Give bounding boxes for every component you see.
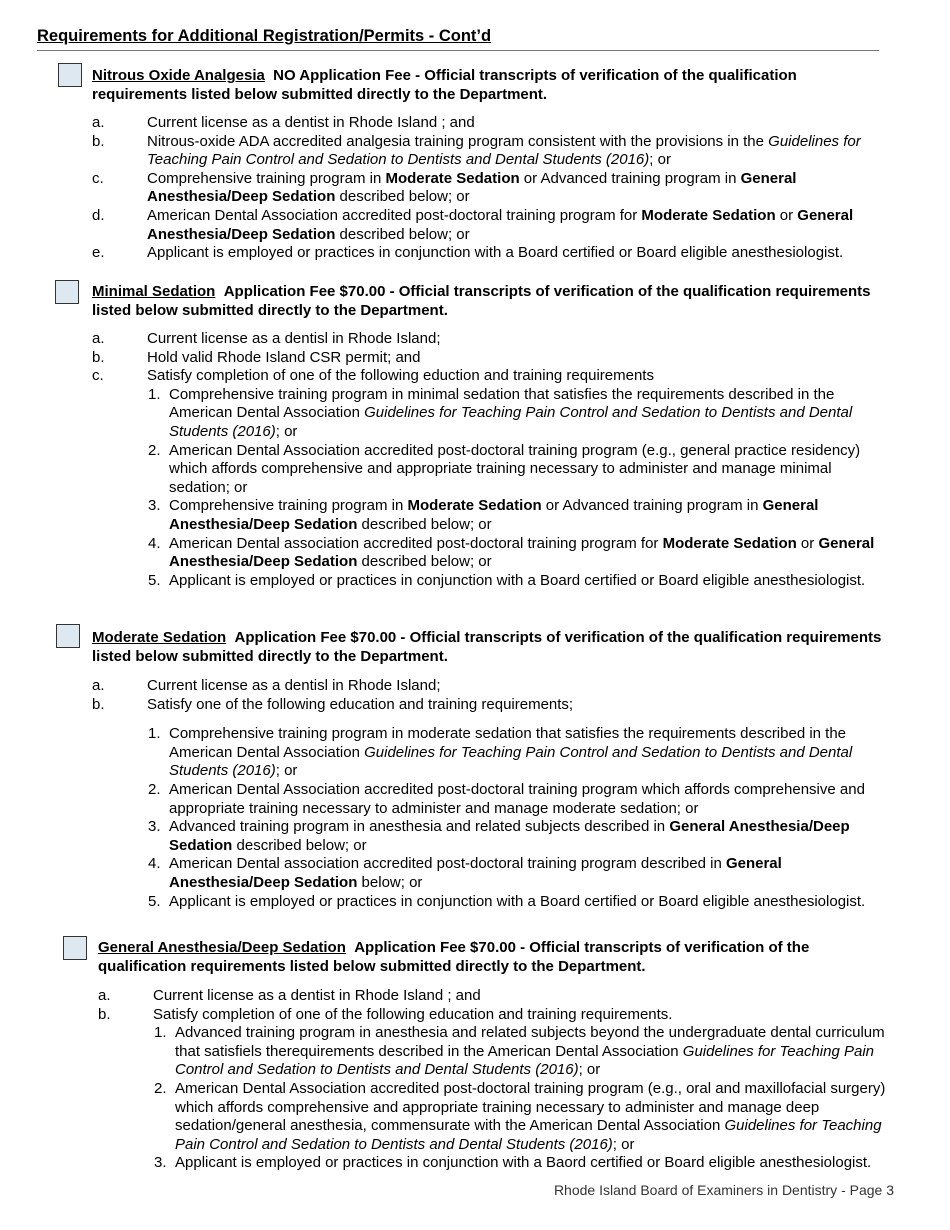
text-run: Applicant is employed or practices in conjunction with a Baord certified or Board eligible anesthesiologist. xyxy=(175,1154,872,1172)
text-run: Current license as a dentisl in Rhode Island; xyxy=(147,677,441,694)
sub-requirement-item xyxy=(148,781,882,818)
text-run: Current license as a dentist in Rhode Island ; and xyxy=(147,114,475,131)
sub-item-text xyxy=(148,535,882,572)
item-label: b. xyxy=(92,132,105,150)
sub-requirement-item xyxy=(148,725,882,781)
text-run: below; or xyxy=(357,873,423,891)
sub-item-number: 3. xyxy=(148,497,161,515)
text-run: described below; or xyxy=(335,225,470,243)
text-run: Applicant is employed or practices in conjunction with a Board certified or Board eligible anesthesiologist. xyxy=(169,892,866,910)
sub-item-number: 2. xyxy=(148,780,161,798)
item-text xyxy=(147,133,882,170)
text-run: Current license as a dentisl in Rhode Island; xyxy=(147,330,441,347)
sub-requirement-item xyxy=(148,535,882,572)
sub-requirement-item xyxy=(148,386,882,442)
section-name: Moderate Sedation xyxy=(92,629,227,646)
sub-item-number: 5. xyxy=(148,892,161,910)
text-run: Satisfy one of the following education and training requirements; xyxy=(147,695,574,713)
item-text xyxy=(147,170,882,207)
sub-item-text xyxy=(154,1080,888,1154)
italic-text: Guidelines for Teaching Pain Control and Sedation to Dentists and Dental Students (2016) xyxy=(147,132,861,169)
sub-item-number: 5. xyxy=(148,571,161,589)
sub-item-number: 1. xyxy=(154,1024,167,1042)
item-text xyxy=(147,114,882,133)
item-label: a. xyxy=(92,114,105,131)
text-run: American Dental Association accredited post-doctoral training program (e.g., oral and maxillofacial surgery) which affords comprehensive and appropriate training necessary to administer and manage deep sedation/general anesthesia, commensurate with the American Dental Association xyxy=(175,1079,886,1135)
minimal-sedation-checkbox[interactable] xyxy=(55,280,79,304)
bold-text: General Anesthesia/Deep Sedation xyxy=(169,855,782,891)
text-run: ; or xyxy=(649,151,671,169)
moderate-sedation-requirements xyxy=(92,677,882,911)
nitrous-oxide-requirements xyxy=(92,114,882,263)
sub-item-number: 3. xyxy=(154,1154,167,1172)
text-run: or xyxy=(775,206,798,224)
requirement-item xyxy=(92,367,882,386)
sub-requirement-item xyxy=(154,1154,888,1173)
section-fee-text: Application Fee $70.00 - Official transcripts of verification of the qualification requirements listed below submitted directly to the Department. xyxy=(92,283,871,319)
minimal-sedation-heading xyxy=(92,282,907,320)
requirement-item xyxy=(92,677,882,696)
item-text xyxy=(147,207,882,244)
minimal-sedation-requirements xyxy=(92,330,882,590)
text-run: Comprehensive training program in xyxy=(169,497,408,515)
section-fee-text: Application Fee $70.00 - Official transcripts of verification of the qualification requirements listed below submitted directly to the Department. xyxy=(92,629,882,665)
section-name: Minimal Sedation xyxy=(92,283,216,300)
text-run: Advanced training program in anesthesia and related subjects described in xyxy=(169,818,670,836)
text-run: or Advanced training program in xyxy=(541,497,763,515)
requirement-item xyxy=(98,1006,888,1025)
sub-requirement-item xyxy=(148,572,882,591)
text-run: American Dental association accredited post-doctoral training program described in xyxy=(169,855,726,873)
text-run: described below; or xyxy=(335,188,470,206)
sub-item-text xyxy=(148,497,882,534)
text-run: described below; or xyxy=(232,836,367,854)
sub-item-text xyxy=(148,781,882,818)
text-run: or Advanced training program in xyxy=(519,169,741,187)
item-text xyxy=(147,244,882,263)
requirement-item xyxy=(92,114,882,133)
item-label: a. xyxy=(92,677,105,694)
item-label: c. xyxy=(92,169,104,187)
italic-text: Guidelines for Teaching Pain Control and Sedation to Dentists and Dental Students (2016) xyxy=(169,743,853,780)
bold-text: General Anesthesia/Deep Sedation xyxy=(169,534,875,571)
page-title: Requirements for Additional Registration/Permits - Cont’d xyxy=(37,27,492,45)
text-run: American Dental Association accredited post-doctoral training program which affords comprehensive and appropriate training necessary to administer and manage moderate sedation; or xyxy=(169,780,865,817)
item-text xyxy=(153,987,888,1006)
requirement-item xyxy=(92,244,882,263)
sub-item-text xyxy=(148,818,882,855)
requirement-item xyxy=(92,170,882,207)
text-run: Comprehensive training program in minimal sedation that satisfies the requirements described in the American Dental Association xyxy=(169,385,835,422)
title-divider xyxy=(37,50,879,51)
sub-requirement-item xyxy=(148,893,882,912)
moderate-sedation-heading xyxy=(92,628,907,666)
item-label: a. xyxy=(92,330,105,347)
sub-item-number: 2. xyxy=(148,441,161,459)
sub-requirement-item xyxy=(148,497,882,534)
sub-item-text xyxy=(154,1154,888,1173)
requirement-item xyxy=(92,330,882,349)
item-label: b. xyxy=(92,695,105,713)
sub-item-number: 1. xyxy=(148,385,161,403)
sub-item-number: 3. xyxy=(148,818,161,836)
sub-item-text xyxy=(148,855,882,892)
bold-text: General Anesthesia/Deep Sedation xyxy=(147,206,854,243)
sub-item-number: 2. xyxy=(154,1079,167,1097)
text-run: Satisfy completion of one of the following eduction and training requirements xyxy=(147,367,654,385)
item-label: c. xyxy=(92,367,104,385)
sub-item-number: 4. xyxy=(148,534,161,552)
italic-text: Guidelines for Teaching Pain Control and Sedation to Dentists and Dental Students (2016) xyxy=(169,404,853,440)
text-run: Comprehensive training program in xyxy=(147,169,386,187)
text-run: ; or xyxy=(578,1061,601,1079)
nitrous-oxide-heading xyxy=(92,66,892,104)
item-label: b. xyxy=(98,1005,111,1023)
text-run: ; or xyxy=(275,422,298,440)
text-run: American Dental association accredited post-doctoral training program for xyxy=(169,534,663,552)
moderate-sedation-checkbox[interactable] xyxy=(56,624,80,648)
text-run: American Dental Association accredited post-doctoral training program (e.g., general practice residency) which affords comprehensive and appropriate training necessary to administer and manage minimal sedation; or xyxy=(169,441,861,496)
nitrous-oxide-checkbox[interactable] xyxy=(58,63,82,87)
bold-text: Moderate Sedation xyxy=(662,534,797,552)
bold-text: Moderate Sedation xyxy=(385,169,520,187)
sub-requirement-item xyxy=(154,1024,888,1080)
bold-text: General Anesthesia/Deep Sedation xyxy=(169,818,850,854)
text-run: Comprehensive training program in moderate sedation that satisfies the requirements described in the American Dental Association xyxy=(169,725,847,761)
item-text xyxy=(147,349,882,368)
sub-requirement-item xyxy=(154,1080,888,1154)
item-label: a. xyxy=(98,987,111,1004)
general-anesthesia-requirements xyxy=(98,987,888,1173)
text-run: described below; or xyxy=(357,515,492,533)
sub-item-number: 1. xyxy=(148,725,161,743)
text-run: Nitrous-oxide ADA accredited analgesia training program consistent with the provisions in the xyxy=(147,132,769,150)
text-run: Current license as a dentist in Rhode Island ; and xyxy=(153,987,481,1004)
text-run: Applicant is employed or practices in conjunction with a Board certified or Board eligible anesthesiologist. xyxy=(169,571,866,589)
general-anesthesia-checkbox[interactable] xyxy=(63,936,87,960)
text-run: Applicant is employed or practices in conjunction with a Board certified or Board eligible anesthesiologist. xyxy=(147,244,844,262)
text-run: American Dental Association accredited post-doctoral training program for xyxy=(147,206,642,224)
italic-text: Guidelines for Teaching Pain Control and Sedation to Dentists and Dental Students (2016) xyxy=(175,1042,875,1079)
text-run: or xyxy=(796,534,819,552)
sub-item-text xyxy=(148,386,882,442)
general-anesthesia-heading xyxy=(98,938,888,976)
section-name: General Anesthesia/Deep Sedation xyxy=(98,939,346,956)
bold-text: Moderate Sedation xyxy=(407,497,542,515)
text-run: Advanced training program in anesthesia and related subjects beyond the undergraduate dental curriculum that satisfiels therequirements described in the American Dental Association xyxy=(175,1024,885,1060)
requirement-item xyxy=(92,349,882,368)
sub-item-number: 4. xyxy=(148,855,161,873)
item-text xyxy=(147,677,882,696)
sub-item-text xyxy=(154,1024,888,1080)
item-label: e. xyxy=(92,244,105,262)
item-label: b. xyxy=(92,348,105,366)
bold-text: General Anesthesia/Deep Sedation xyxy=(147,169,797,206)
requirement-item xyxy=(92,133,882,170)
sub-item-text xyxy=(148,893,882,912)
page-footer: Rhode Island Board of Examiners in Dentistry - Page 3 xyxy=(553,1182,894,1198)
item-text xyxy=(147,330,882,349)
bold-text: General Anesthesia/Deep Sedation xyxy=(169,497,819,533)
sub-requirement-item xyxy=(148,818,882,855)
italic-text: Guidelines for Teaching Pain Control and Sedation to Dentists and Dental Students (2016) xyxy=(175,1117,882,1153)
section-fee-text: NO Application Fee - Official transcripts of verification of the qualification requirements listed below submitted directly to the Department. xyxy=(92,67,797,103)
spacer xyxy=(92,714,882,725)
section-fee-text: Application Fee $70.00 - Official transcripts of verification of the qualification requirements listed below submitted directly to the Department. xyxy=(98,939,810,975)
sub-item-text xyxy=(148,442,882,498)
item-label: d. xyxy=(92,206,105,224)
requirement-item xyxy=(98,987,888,1006)
sub-requirement-item xyxy=(148,855,882,892)
text-run: ; or xyxy=(275,762,298,780)
bold-text: Moderate Sedation xyxy=(641,206,776,224)
item-text xyxy=(147,367,882,386)
item-text xyxy=(153,1006,888,1025)
section-name: Nitrous Oxide Analgesia xyxy=(92,67,265,84)
sub-item-text xyxy=(148,572,882,591)
text-run: described below; or xyxy=(357,553,492,571)
sub-item-text xyxy=(148,725,882,781)
sub-requirement-item xyxy=(148,442,882,498)
text-run: ; or xyxy=(612,1135,635,1153)
requirement-item xyxy=(92,696,882,715)
text-run: Satisfy completion of one of the following education and training requirements. xyxy=(153,1005,673,1023)
text-run: Hold valid Rhode Island CSR permit; and xyxy=(147,348,421,366)
item-text xyxy=(147,696,882,715)
requirement-item xyxy=(92,207,882,244)
